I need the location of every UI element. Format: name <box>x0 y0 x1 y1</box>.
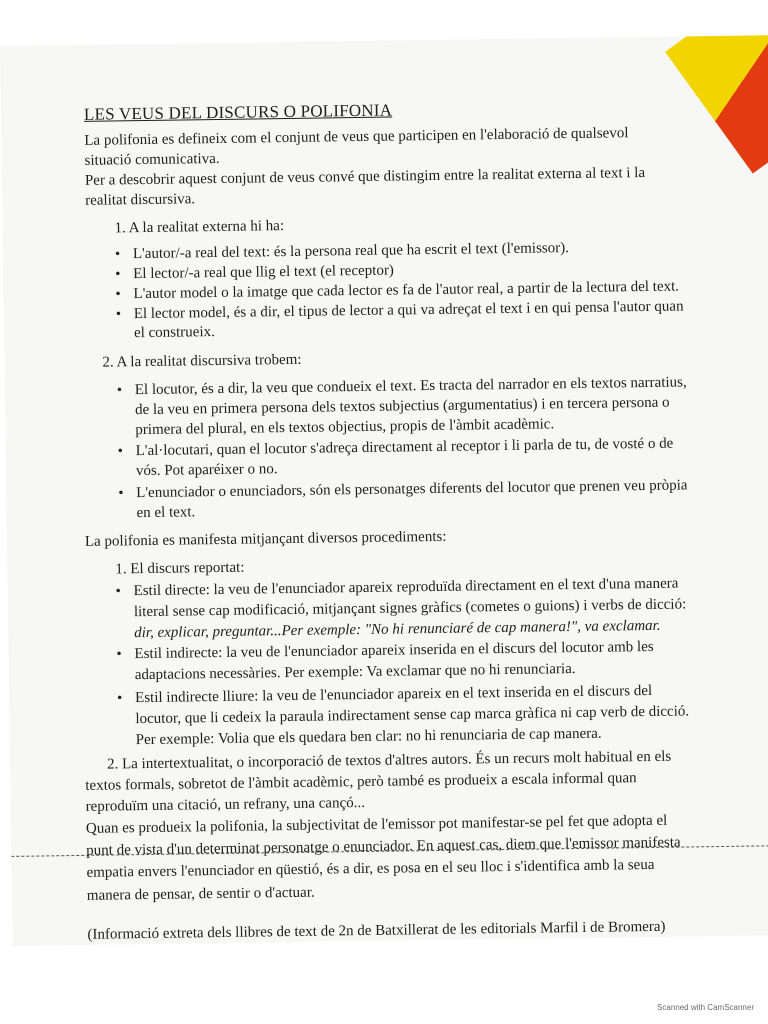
list-item: Estil directe: la veu de l'enunciador apareix reproduïda directament en el text d'una manera <box>133 575 679 600</box>
bullet-icon: • <box>116 646 122 663</box>
section-heading: 1. El discurs reportat: <box>115 559 245 578</box>
bullet-icon: • <box>116 382 123 399</box>
list-item: L'al·locutari, quan el locutor s'adreça directament al receptor i li parla de tu, de vosté o de <box>135 435 674 460</box>
list-item: L'enunciador o enunciadors, són els personatges diferents del locutor que prenen veu pròpia <box>136 477 688 502</box>
paragraph: Quan es produeix la polifonia, la subjectivitat de l'emissor pot manifestar-se pel fet que adopta el <box>85 812 668 837</box>
paragraph: textos formals, sobretot de l'àmbit acadèmic, però també es produeix a escala informal quan <box>85 770 637 794</box>
list-item: El locutor, és a dir, la veu que condueix el text. Es tracta del narrador en els textos narratius, <box>134 374 687 399</box>
bullet-icon: • <box>115 266 121 283</box>
text-line: realitat discursiva. <box>85 191 196 209</box>
list-item-continued: el construeix. <box>133 324 215 342</box>
list-item-continued: literal sense cap modificació, mitjançant signes gràfics (cometes o guions) i verbs de dicció: <box>133 596 687 621</box>
list-item: L'autor model o la imatge que cada lector es fa de l'autor real, a partir de la lectura del text. <box>133 278 680 303</box>
list-item-continued: de la veu en primera persona dels textos subjectius (argumentatius) i en tercera persona o <box>134 394 670 419</box>
list-item: Estil indirecte: la veu de l'enunciador apareix inserida en el discurs del locutor amb les <box>134 638 654 663</box>
list-item-continued: en el text. <box>136 504 196 522</box>
paragraph: reproduïm una citació, un refrany, una cançó... <box>85 794 366 815</box>
list-item-continued: vós. Pot aparéixer o no. <box>135 461 278 480</box>
source-note: (Informació extreta dels llibres de text de 2n de Batxillerat de les editorials Marfil i de Bromera) <box>87 918 666 943</box>
paragraph: La polifonia es manifesta mitjançant diversos procediments: <box>84 528 447 550</box>
list-item-continued: adaptacions necessàries. Per exemple: Va exclamar que no hi renunciaria. <box>134 661 576 684</box>
paragraph: empatia envers l'enunciador en qüestió, és a dir, es posa en el seu lloc i s'identifica amb la seua <box>86 856 655 881</box>
text-line: Per a descobrir aquest conjunt de veus convé que distingim entre la realitat externa al text i la <box>84 165 646 189</box>
list-item: El lector/-a real que llig el text (el receptor) <box>133 262 394 283</box>
paragraph: punt de vista d'un determinat personatge o enunciador. En aquest cas, diem que l'emissor manifesta <box>86 834 681 859</box>
section-heading: 1. A la realitat externa hi ha: <box>114 218 285 237</box>
list-item-continued: locutor, que li cedeix la paraula indirectament sense cap marca gràfica ni cap verb de dicció. <box>135 703 690 728</box>
list-item-continued: primera del plural, en els textos objectius, propis de l'àmbit acadèmic. <box>135 416 555 439</box>
sticky-note-corner <box>665 35 768 173</box>
example-line: dir, explicar, preguntar...Per exemple: "No hi renunciaré de cap manera!", va exclamar. <box>134 617 661 642</box>
bullet-icon: • <box>115 306 122 323</box>
bullet-icon: • <box>117 690 123 707</box>
section-heading: 2. A la realitat discursiva trobem: <box>102 351 302 371</box>
paragraph: 2. La intertextualitat, o incorporació de textos d'altres autors. És un recurs molt habitual en els <box>106 748 672 773</box>
page-title: LES VEUS DEL DISCURS O POLIFONIA <box>83 100 393 124</box>
list-item: Estil indirecte lliure: la veu de l'enunciador apareix en el text inserida en el discurs del <box>135 682 653 707</box>
scanner-watermark: Scanned with CamScanner <box>657 1003 754 1012</box>
text-line: La polifonia es defineix com el conjunt de veus que participen en l'elaboració de qualsevol <box>84 125 629 149</box>
bullet-icon: • <box>117 443 124 460</box>
bullet-icon: • <box>118 485 124 502</box>
bullet-icon: • <box>115 286 121 303</box>
example-line: Per exemple: Volia que els quedara ben clar: no hi renunciaria de cap manera. <box>135 725 602 749</box>
list-item: L'autor/-a real del text: és la persona real que ha escrit el text (l'emissor). <box>132 240 570 263</box>
bullet-icon: • <box>115 583 122 600</box>
text-line: situació comunicativa. <box>84 150 220 169</box>
bullet-icon: • <box>114 246 121 263</box>
list-item: El lector model, és a dir, el tipus de lector a qui va adreçat el text i en qui pensa l'autor quan <box>133 298 684 323</box>
paragraph: manera de pensar, de sentir o d'actuar. <box>86 884 315 904</box>
document-page <box>0 35 768 946</box>
